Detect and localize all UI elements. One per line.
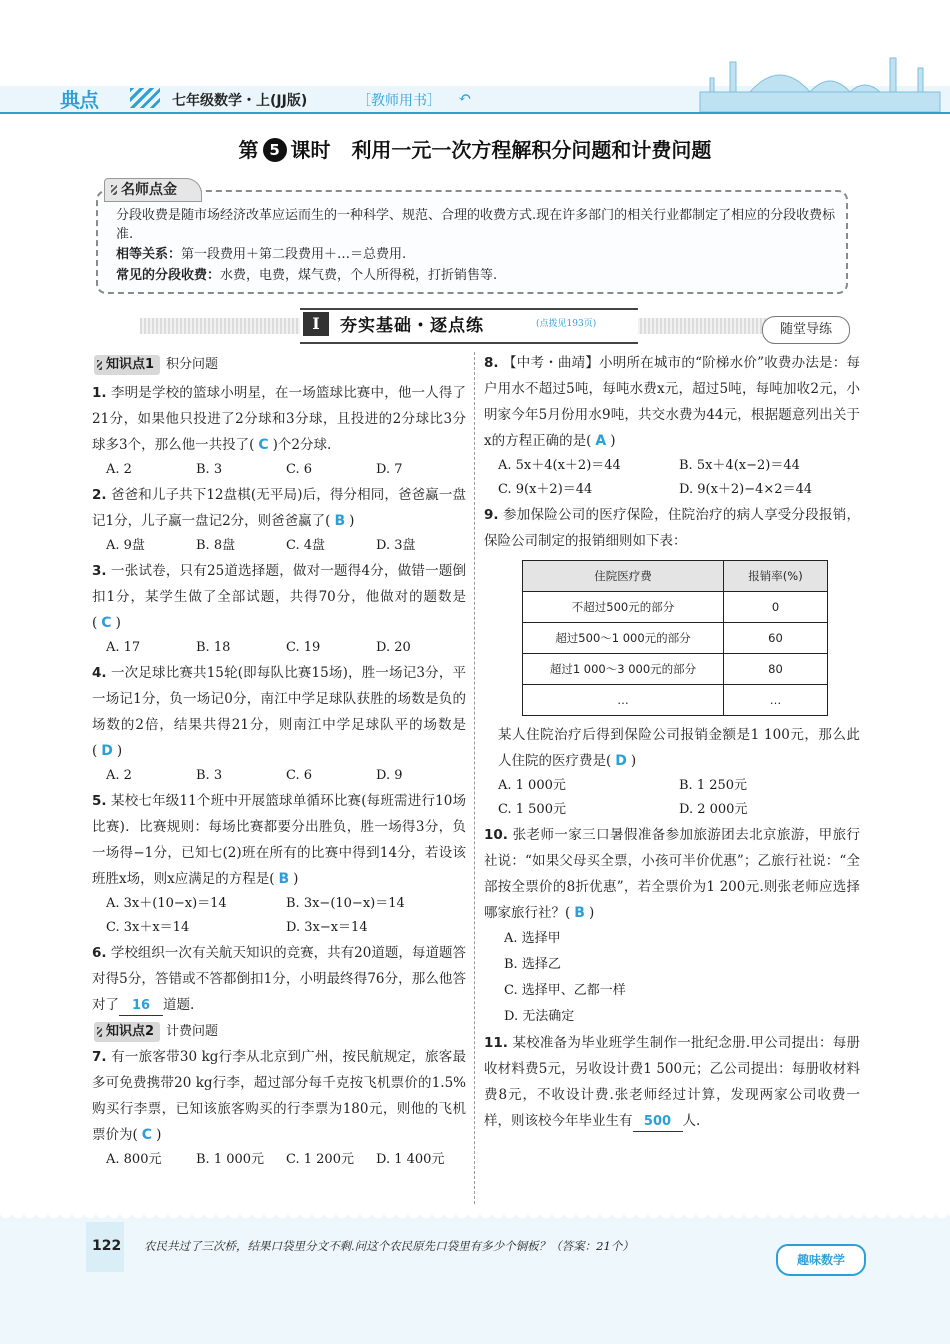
fun-math-badge: 趣味数学	[776, 1244, 866, 1276]
section-title: 夯实基础・逐点练	[340, 316, 484, 336]
answer-q9: D	[615, 753, 627, 769]
question-2: 2. 爸爸和儿子共下12盘棋(无平局)后，得分相同，爸爸赢一盘记1分，儿子赢一盘记2分，则爸爸赢了( B )	[92, 487, 466, 529]
tips-relation	[116, 245, 836, 264]
options-q4: A. 2 B. 3 C. 6 D. 9	[106, 768, 403, 783]
question-4: 4. 一次足球比赛共15轮(即每队比赛15场)，胜一场记3分，平一场记1分，负一场记0分，南江中学足球队获胜的场数是负的场数的2倍，结果共得21分，则南江中学足球队平的场数是( D )	[92, 665, 466, 759]
stripes-decoration	[130, 88, 160, 108]
question-6: 6. 学校组织一次有关航天知识的竞赛，共有20道题，每道题答对得5分，答错或不答都倒扣1分，小明最终得76分，那么他答对了 16 道题.	[92, 940, 466, 1018]
column-divider	[474, 352, 475, 1204]
answer-q3: C	[101, 615, 112, 631]
options-q7: A. 800元 B. 1 000元 C. 1 200元 D. 1 400元	[106, 1152, 445, 1167]
answer-q4: D	[101, 743, 113, 759]
knowledge-point-2	[94, 1022, 466, 1042]
question-8: 8. 【中考・曲靖】小明所在城市的“阶梯水价”收费办法是：每户用水不超过5吨，每吨水费x元，超过5吨，每吨加收2元，小明家今年5月份用水9吨，共交水费为44元，根据题意列出关于x的方程正确的是( A )	[484, 355, 860, 449]
answer-q7: C	[141, 1127, 153, 1143]
kp1-name: 积分问题	[166, 357, 219, 372]
options-q10: A. 选择甲 B. 选择乙 C. 选择甲、乙都一样 D. 无法确定	[504, 931, 626, 1024]
table-row: 超过1 000～3 000元的部分 80	[523, 654, 828, 685]
tips-common	[116, 266, 836, 285]
answer-q1: C	[258, 437, 269, 453]
answer-q5: B	[278, 871, 290, 887]
question-7: 7. 有一旅客带30 kg行李从北京到广州，按民航规定，旅客最多可免费携带20 kg行李，超过部分每千克按飞机票价的1.5%购买行李票，已知该旅客购买的行李票为180元，则他的飞机票价为( C )	[92, 1049, 466, 1143]
knowledge-point-1	[94, 355, 218, 375]
lesson-title-text: 利用一元一次方程解积分问题和计费问题	[351, 138, 712, 162]
relation-text: 第一段费用＋第二段费用＋…＝总费用.	[181, 247, 407, 262]
relation-label: 相等关系：	[116, 247, 182, 262]
options-q1: A. 2 B. 3 C. 6 D. 7	[106, 462, 403, 477]
question-9: 9. 参加保险公司的医疗保险，住院治疗的病人享受分段报销，保险公司制定的报销细则如下表：	[484, 507, 860, 549]
kp2-name: 计费问题	[166, 1024, 219, 1039]
footer-riddle: 农民共过了三次桥，结果口袋里分文不剩.问这个农民原先口袋里有多少个铜板？（答案：21个）	[144, 1239, 634, 1253]
left-question-column	[92, 380, 466, 1172]
question-10: 10. 张老师一家三口暑假准备参加旅游团去北京旅游，甲旅行社说：“如果父母买全票，小孩可半价优惠”；乙旅行社说：“全部按全票价的8折优惠”，若全票价为1 200元.则张老师应选择哪家旅行社？( B )	[484, 827, 860, 921]
return-arrow-icon: ↶	[458, 88, 472, 107]
question-1: 1. 李明是学校的篮球小明星，在一场篮球比赛中，他一人得了21分，如果他只投进了2分球和3分球，且投进的2分球比3分球多3个，那么他一共投了( C )个2分球.	[92, 385, 466, 453]
edition-tag: ［教师用书］	[357, 93, 441, 109]
lesson-title	[0, 134, 950, 163]
footer-wave	[0, 1212, 950, 1224]
common-label: 常见的分段收费：	[116, 268, 221, 283]
reimbursement-table	[522, 560, 828, 716]
table-row: 超过500～1 000元的部分 60	[523, 623, 828, 654]
answer-q2: B	[334, 513, 346, 529]
options-q3: A. 17 B. 18 C. 19 D. 20	[106, 640, 411, 655]
table-header: 报销率(%)	[724, 561, 828, 592]
page-number: 122	[92, 1238, 122, 1254]
options-q5: A. 3x＋(10−x)＝14 B. 3x−(10−x)＝14 C. 3x＋x＝14 D. 3x−x＝14	[106, 896, 405, 935]
lesson-number: 5	[263, 138, 287, 162]
tips-intro: 分段收费是随市场经济改革应运而生的一种科学、规范、合理的收费方式.现在许多部门的相关行业都制定了相应的分段收费标准.	[116, 208, 836, 242]
table-header-row	[523, 561, 828, 592]
skyline-illustration-icon	[690, 48, 950, 112]
footer-background	[0, 1212, 950, 1344]
answer-q6: 16	[119, 997, 163, 1016]
section-ref: (点拨见193页)	[536, 319, 597, 329]
options-q8: A. 5x＋4(x＋2)＝44 B. 5x＋4(x−2)＝44 C. 9(x＋2)＝44 D. 9(x＋2)−4×2＝44	[498, 458, 813, 497]
kp2-label: 知识点2	[94, 1022, 160, 1042]
question-3: 3. 一张试卷，只有25道选择题，做对一题得4分，做错一题倒扣1分，某学生做了全部试题，共得70分，他做对的题数是( C )	[92, 563, 466, 631]
table-header: 住院医疗费	[523, 561, 724, 592]
table-row: 不超过500元的部分 0	[523, 592, 828, 623]
lesson-suffix: 课时	[290, 138, 331, 162]
kp1-label: 知识点1	[94, 355, 160, 375]
book-title: 七年级数学・上(JJ版)	[172, 93, 308, 109]
right-question-column	[484, 350, 860, 1134]
answer-q8: A	[595, 433, 607, 449]
options-q9: A. 1 000元 B. 1 250元 C. 1 500元 D. 2 000元	[498, 778, 748, 817]
answer-q10: B	[574, 905, 585, 921]
section-roman: Ⅰ	[303, 312, 329, 336]
options-q2: A. 9盘 B. 8盘 C. 4盘 D. 3盘	[106, 538, 416, 553]
guide-tag: 随堂导练	[762, 316, 850, 344]
logo: 典点	[60, 88, 98, 112]
table-row: … …	[523, 685, 828, 716]
tips-tab: 名师点金	[104, 178, 202, 202]
lesson-prefix: 第	[238, 138, 259, 162]
header-rule	[0, 112, 950, 114]
question-11: 11. 某校准备为毕业班学生制作一批纪念册.甲公司提出：每册收材料费5元，另收设计费1 500元；乙公司提出：每册收材料费8元，不收设计费.张老师经过计算，发现两家公司收费一样，则该校今年毕业生有 500 人.	[484, 1030, 860, 1134]
answer-q11: 500	[633, 1113, 683, 1132]
question-9-continued: 某人住院治疗后得到保险公司报销金额是1 100元，那么此人住院的医疗费是( D )	[498, 727, 860, 769]
question-5: 5. 某校七年级11个班中开展篮球单循环比赛(每班需进行10场比赛)．比赛规则：每场比赛都要分出胜负，胜一场得3分，负一场得−1分，已知七(2)班在所有的比赛中得到14分，若设该班胜x场，则x应满足的方程是( B )	[92, 793, 467, 887]
common-text: 水费，电费，煤气费，个人所得税，打折销售等.	[220, 268, 498, 283]
